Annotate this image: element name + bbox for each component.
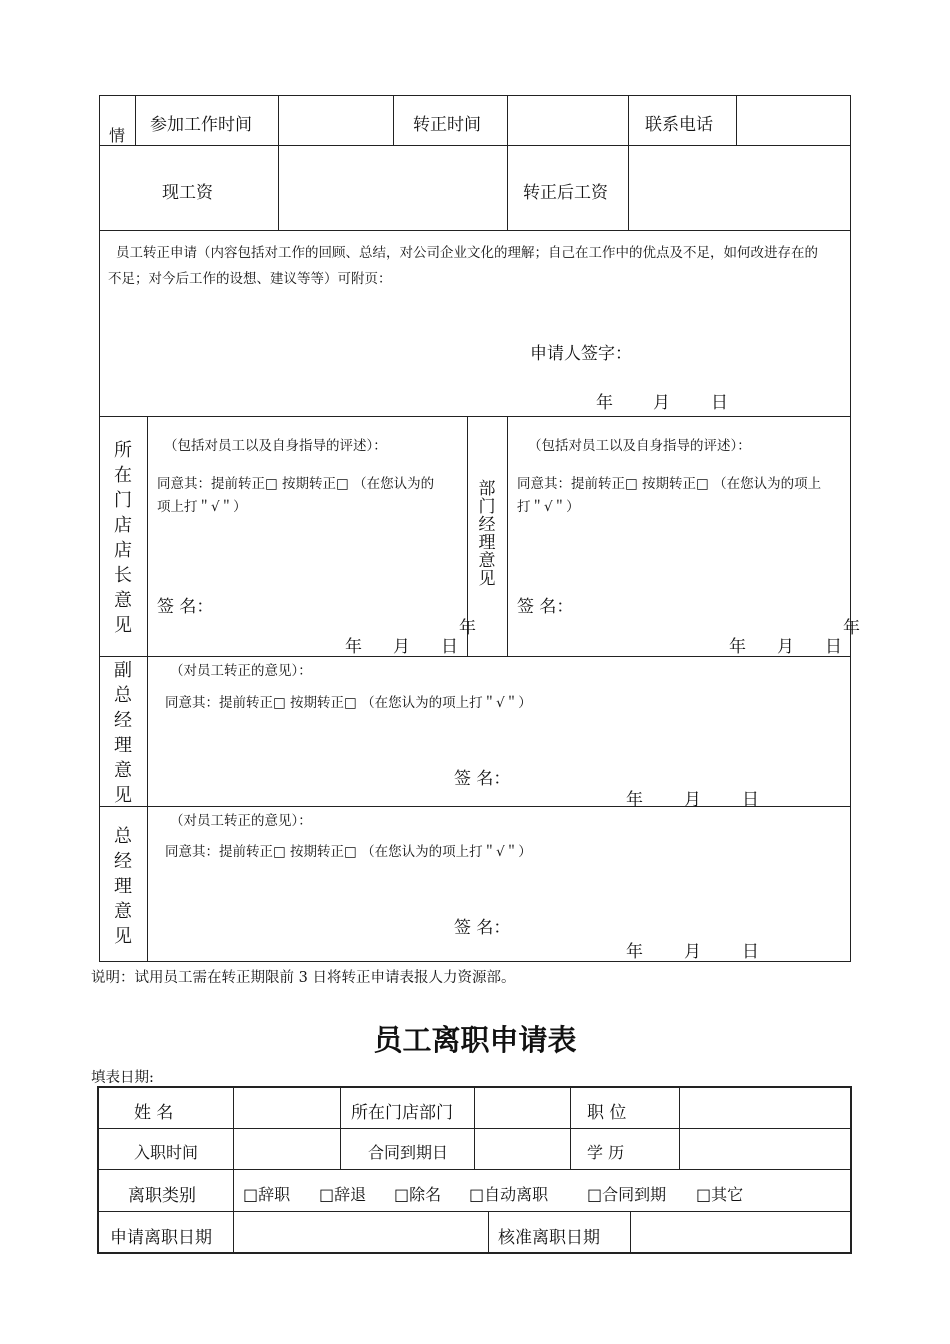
deputy-gm-date-year: 年 xyxy=(626,790,643,810)
join-work-date-field[interactable] xyxy=(280,97,391,143)
name-label: 姓 名 xyxy=(134,1103,174,1123)
application-instructions-line2: 不足；对今后工作的设想、建议等等）可附页： xyxy=(108,271,392,287)
confirm-time-label: 转正时间 xyxy=(413,115,481,135)
store-dept-label: 所在门店部门 xyxy=(351,1103,453,1123)
name-field[interactable] xyxy=(235,1089,339,1127)
deputy-gm-opinion-label: 副总经理意见 xyxy=(114,660,132,806)
store-manager-date-year: 年 xyxy=(345,637,362,657)
deputy-gm-date-day: 日 xyxy=(742,790,759,810)
application-date-month: 月 xyxy=(653,393,670,413)
store-manager-agree-line2: 项上打＂√＂） xyxy=(157,499,247,515)
confirm-time-field[interactable] xyxy=(509,97,626,143)
gm-date-year: 年 xyxy=(626,942,643,962)
gm-date-month: 月 xyxy=(684,942,701,962)
store-manager-date-day: 日 xyxy=(441,637,458,657)
approve-leave-date-label: 核准离职日期 xyxy=(498,1228,600,1248)
store-manager-date-month: 月 xyxy=(393,637,410,657)
store-manager-year-overflow: 年 xyxy=(459,618,476,638)
hire-date-label: 入职时间 xyxy=(134,1143,199,1162)
dept-manager-agree-line2: 打＂√＂） xyxy=(517,499,580,515)
applicant-signature-label: 申请人签字： xyxy=(530,344,632,364)
education-field[interactable] xyxy=(681,1130,849,1168)
education-label: 学 历 xyxy=(587,1143,625,1162)
phone-field[interactable] xyxy=(738,97,848,143)
current-salary-field[interactable] xyxy=(280,147,505,228)
row-side-char: 情 xyxy=(109,126,126,145)
leave-option-contract-expired[interactable]: □合同到期 xyxy=(587,1185,667,1204)
dept-manager-hint: （包括对员工以及自身指导的评述）： xyxy=(528,438,751,454)
application-date-year: 年 xyxy=(596,393,613,413)
store-dept-field[interactable] xyxy=(476,1089,569,1127)
application-date-day: 日 xyxy=(711,393,728,413)
post-confirm-salary-field[interactable] xyxy=(630,147,848,228)
gm-agree-line: 同意其：提前转正□ 按期转正□ （在您认为的项上打＂√＂） xyxy=(165,844,532,860)
phone-label: 联系电话 xyxy=(645,115,713,135)
application-instructions-line1: 员工转正申请（内容包括对工作的回顾、总结，对公司企业文化的理解；自己在工作中的优点及不足，如何改进存在的 xyxy=(116,245,818,261)
hire-date-field[interactable] xyxy=(235,1130,339,1168)
leave-option-expelled[interactable]: □除名 xyxy=(394,1185,442,1204)
leave-option-self-leave[interactable]: □自动离职 xyxy=(469,1185,549,1204)
leave-option-dismissed[interactable]: □辞退 xyxy=(319,1185,367,1204)
gm-opinion-label: 总经理意见 xyxy=(114,826,132,947)
deputy-gm-agree-line: 同意其：提前转正□ 按期转正□ （在您认为的项上打＂√＂） xyxy=(165,695,532,711)
gm-hint: （对员工转正的意见）： xyxy=(170,813,312,829)
gm-sign-label: 签 名： xyxy=(454,918,511,938)
dept-manager-opinion-label: 部门经理意见 xyxy=(478,479,496,589)
leave-option-other[interactable]: □其它 xyxy=(696,1185,744,1204)
gm-date-day: 日 xyxy=(742,942,759,962)
dept-manager-agree-line1: 同意其：提前转正□ 按期转正□ （在您认为的项上 xyxy=(517,476,822,492)
deputy-gm-sign-label: 签 名： xyxy=(454,769,511,789)
current-salary-label: 现工资 xyxy=(162,183,213,203)
resignation-form-title: 员工离职申请表 xyxy=(373,1023,577,1057)
dept-manager-date-year: 年 xyxy=(729,637,746,657)
dept-manager-year-overflow: 年 xyxy=(843,618,860,638)
leave-option-resign[interactable]: □辞职 xyxy=(243,1185,291,1204)
post-confirm-salary-label: 转正后工资 xyxy=(523,183,608,203)
deputy-gm-hint: （对员工转正的意见）： xyxy=(170,663,312,679)
application-content-area[interactable] xyxy=(108,290,843,335)
position-label: 职 位 xyxy=(587,1103,627,1123)
contract-end-label: 合同到期日 xyxy=(368,1143,449,1162)
form1-note: 说明：试用员工需在转正期限前 3 日将转正申请表报人力资源部。 xyxy=(91,970,516,986)
deputy-gm-date-month: 月 xyxy=(684,790,701,810)
store-manager-agree-line1: 同意其：提前转正□ 按期转正□ （在您认为的 xyxy=(157,476,435,492)
dept-manager-date-month: 月 xyxy=(777,637,794,657)
join-work-date-label: 参加工作时间 xyxy=(150,115,252,135)
position-field[interactable] xyxy=(681,1089,849,1127)
dept-manager-date-day: 日 xyxy=(825,637,842,657)
contract-end-field[interactable] xyxy=(476,1130,569,1168)
store-manager-hint: （包括对员工以及自身指导的评述）： xyxy=(164,438,387,454)
approve-leave-date-field[interactable] xyxy=(632,1213,849,1251)
dept-manager-sign-label: 签 名： xyxy=(517,597,574,617)
leave-type-label: 离职类别 xyxy=(128,1186,196,1206)
store-manager-opinion-label: 所在门店店长意见 xyxy=(114,440,132,636)
apply-leave-date-field[interactable] xyxy=(235,1213,487,1251)
store-manager-sign-label: 签 名： xyxy=(157,597,214,617)
apply-leave-date-label: 申请离职日期 xyxy=(110,1228,212,1248)
fill-date-label: 填表日期: xyxy=(91,1070,154,1086)
